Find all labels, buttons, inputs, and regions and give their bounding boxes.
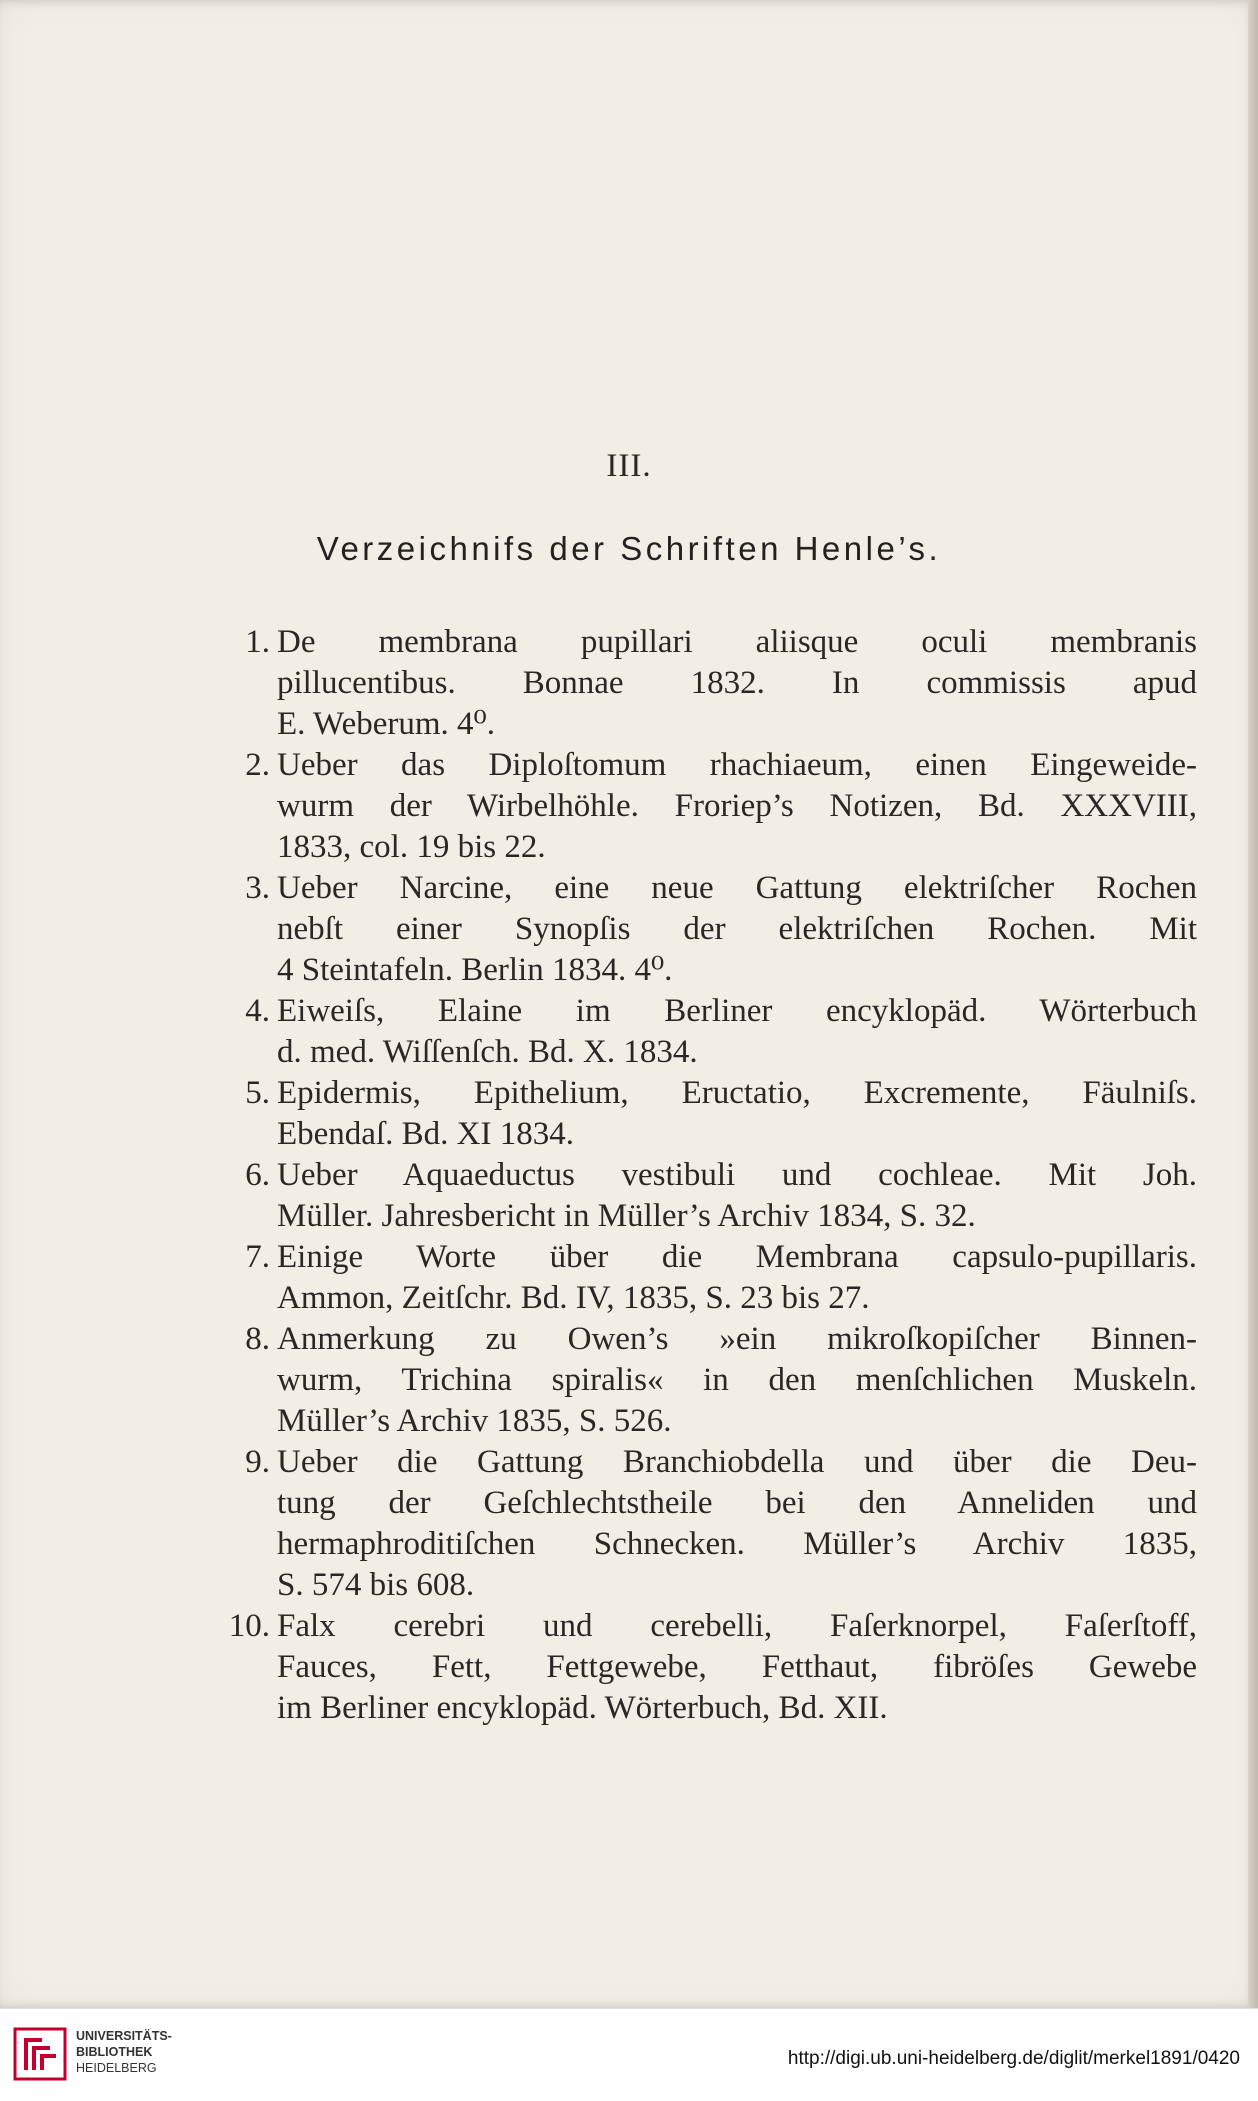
entry-line: hermaphroditiſchen Schnecken. Müller’s Archiv 1835, [277,1526,1197,1562]
entry-line: im Berliner encyklopäd. Wörterbuch, Bd. XII. [277,1690,888,1726]
entry-number: 5. [245,1075,270,1111]
entry-line: Eiweiſs, Elaine im Berliner encyklopäd. Wörterbuch [277,993,1197,1029]
entry-number: 10. [228,1608,270,1644]
bibliography-entry [200,1155,1197,1237]
entry-line: S. 574 bis 608. [277,1567,475,1603]
bibliography-entry [200,622,1197,745]
entry-line: pillucentibus. Bonnae 1832. In commissis apud [277,665,1197,701]
source-url-link[interactable]: http://digi.ub.uni-heidelberg.de/diglit/merkel1891/0420 [787,2048,1240,2069]
entry-number: 7. [245,1239,270,1275]
entry-line: Fauces, Fett, Fettgewebe, Fetthaut, fibröſes Gewebe [277,1649,1197,1685]
section-title: Verzeichnifs der Schriften Henle’s. [316,530,942,567]
bibliography-list [200,622,1197,1729]
bibliography-entry [200,991,1197,1073]
logo-line-2: BIBLIOTHEK [76,2045,153,2059]
bibliography-entry [200,1319,1197,1442]
entry-line: 1833, col. 19 bis 22. [277,829,546,865]
entry-line: d. med. Wiſſenſch. Bd. X. 1834. [277,1034,698,1070]
entry-number: 1. [245,624,270,660]
page-edge [1248,0,1258,2008]
library-logo-text [76,2028,172,2076]
entry-line: 4 Steintafeln. Berlin 1834. 4⁰. [277,952,673,988]
entry-number: 9. [245,1444,270,1480]
bibliography-entry [200,868,1197,991]
bibliography-entry [200,1606,1197,1729]
entry-number: 3. [245,870,270,906]
entry-line: Ueber Aquaeductus vestibuli und cochleae. Mit Joh. [277,1157,1197,1193]
logo-line-3: HEIDELBERG [76,2061,157,2075]
entry-line: Müller. Jahresbericht in Müller’s Archiv 1834, S. 32. [277,1198,976,1234]
entry-number: 4. [245,993,270,1029]
bibliography-entry [200,1237,1197,1319]
bibliography-entry [200,745,1197,868]
bibliography-entry [200,1442,1197,1606]
entry-line: nebſt einer Synopſis der elektriſchen Rochen. Mit [277,911,1197,947]
entry-number: 2. [245,747,270,783]
entry-line: Ueber das Diploſtomum rhachiaeum, einen Eingeweide- [277,747,1197,783]
entry-line: Anmerkung zu Owen’s »ein mikroſkopiſcher Binnen- [277,1321,1197,1357]
entry-line: De membrana pupillari aliisque oculi membranis [277,624,1197,660]
entry-line: wurm, Trichina spiralis« in den menſchlichen Muskeln. [277,1362,1197,1398]
entry-line: Ebendaſ. Bd. XI 1834. [277,1116,574,1152]
entry-line: Epidermis, Epithelium, Eructatio, Excremente, Fäulniſs. [277,1075,1197,1111]
entry-number: 6. [245,1157,270,1193]
entry-line: Ueber Narcine, eine neue Gattung elektriſcher Rochen [277,870,1197,906]
entry-line: Einige Worte über die Membrana capsulo-pupillaris. [277,1239,1197,1275]
entry-line: tung der Geſchlechtstheile bei den Anneliden und [277,1485,1197,1521]
entry-line: wurm der Wirbelhöhle. Froriep’s Notizen, Bd. XXXVIII, [277,788,1197,824]
library-logo-icon [12,2026,68,2082]
entry-line: E. Weberum. 4⁰. [277,706,495,742]
bibliography-entry [200,1073,1197,1155]
entry-number: 8. [245,1321,270,1357]
section-number: III. [606,448,652,484]
entry-line: Falx cerebri und cerebelli, Faſerknorpel, Faſerſtoff, [277,1608,1197,1644]
entry-line: Müller’s Archiv 1835, S. 526. [277,1403,672,1439]
library-logo[interactable] [12,2020,182,2088]
entry-line: Ammon, Zeitſchr. Bd. IV, 1835, S. 23 bis 27. [277,1280,870,1316]
entry-line: Ueber die Gattung Branchiobdella und über die Deu- [277,1444,1197,1480]
logo-line-1: UNIVERSITÄTS- [76,2029,172,2043]
